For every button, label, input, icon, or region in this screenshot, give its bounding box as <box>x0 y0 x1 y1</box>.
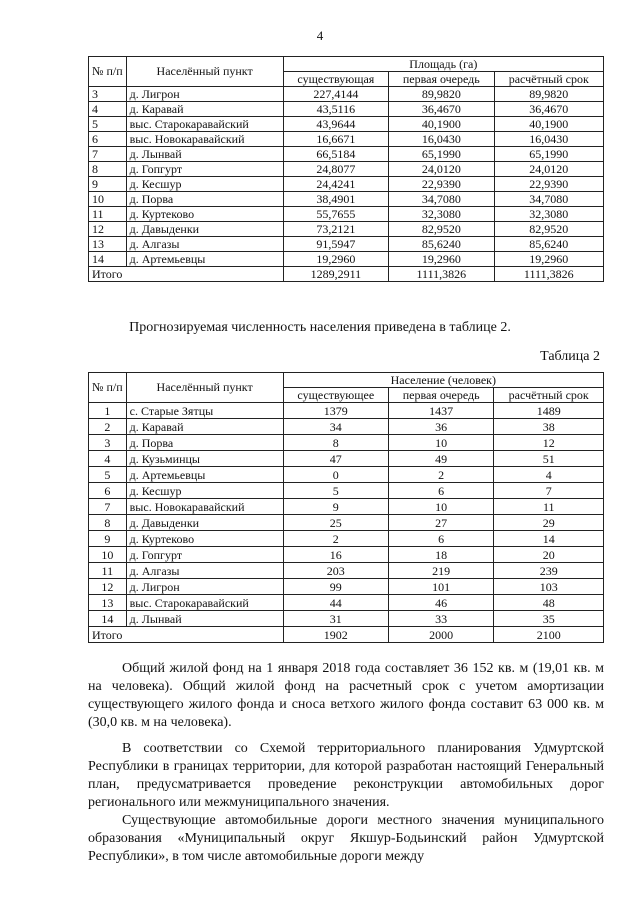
place-name: д. Алгазы <box>126 237 283 252</box>
value-first-stage: 34,7080 <box>389 192 494 207</box>
value-calc-period: 239 <box>494 563 604 579</box>
value-existing: 5 <box>283 483 388 499</box>
row-number: 6 <box>89 132 127 147</box>
place-name: д. Каравай <box>126 102 283 117</box>
value-existing: 24,4241 <box>283 177 388 192</box>
value-first-stage: 33 <box>388 611 494 627</box>
value-calc-period: 24,0120 <box>494 162 603 177</box>
value-first-stage: 10 <box>388 499 494 515</box>
value-calc-period: 11 <box>494 499 604 515</box>
value-first-stage: 10 <box>388 435 494 451</box>
value-first-stage: 219 <box>388 563 494 579</box>
place-name: д. Лынвай <box>126 147 283 162</box>
table-row <box>89 515 604 531</box>
col-header-calc-period: расчётный срок <box>494 388 604 403</box>
place-name: д. Артемьевцы <box>126 252 283 267</box>
row-number: 3 <box>89 435 127 451</box>
value-first-stage: 85,6240 <box>389 237 494 252</box>
paragraph-housing: Общий жилой фонд на 1 января 2018 года составляет 36 152 кв. м (19,01 кв. м на человека). Общий жилой фонд на расчетный срок с учетом амортизации существующего жилого фонда и сноса ветхого жилого фонда составит 63 000 кв. м (30,0 кв. м на человека). <box>88 661 604 730</box>
row-number: 9 <box>89 531 127 547</box>
value-first-stage: 46 <box>388 595 494 611</box>
table2-caption: Таблица 2 <box>540 349 600 364</box>
row-number: 7 <box>89 147 127 162</box>
row-number: 4 <box>89 102 127 117</box>
table-row <box>89 451 604 467</box>
row-number: 5 <box>89 117 127 132</box>
table-row <box>89 177 604 192</box>
table-row <box>89 499 604 515</box>
value-first-stage: 82,9520 <box>389 222 494 237</box>
table-row <box>89 595 604 611</box>
value-existing: 55,7655 <box>283 207 388 222</box>
row-number: 14 <box>89 611 127 627</box>
place-name: д. Порва <box>126 192 283 207</box>
value-first-stage: 40,1900 <box>389 117 494 132</box>
total-label: Итого <box>89 627 284 643</box>
col-header-first-stage: первая очередь <box>389 72 494 87</box>
table-row <box>89 87 604 102</box>
value-calc-period: 48 <box>494 595 604 611</box>
row-number: 13 <box>89 237 127 252</box>
table-row <box>89 252 604 267</box>
table-row <box>89 467 604 483</box>
row-number: 4 <box>89 451 127 467</box>
value-first-stage: 16,0430 <box>389 132 494 147</box>
value-calc-period: 14 <box>494 531 604 547</box>
table-row <box>89 547 604 563</box>
value-existing: 0 <box>283 467 388 483</box>
value-first-stage: 32,3080 <box>389 207 494 222</box>
value-calc-period: 89,9820 <box>494 87 603 102</box>
value-existing: 34 <box>283 419 388 435</box>
value-existing: 203 <box>283 563 388 579</box>
page-number: 4 <box>316 28 324 43</box>
value-first-stage: 65,1990 <box>389 147 494 162</box>
place-name: д. Алгазы <box>126 563 283 579</box>
place-name: д. Куртеково <box>126 531 283 547</box>
paragraph-roads: Существующие автомобильные дороги местного значения муниципального образования «Муниципальный округ Якшур-Бодьинский район Удмуртской Республики», в том числе автомобильные дороги между <box>88 813 604 864</box>
value-first-stage: 6 <box>388 531 494 547</box>
value-first-stage: 101 <box>388 579 494 595</box>
place-name: д. Гопгурт <box>126 162 283 177</box>
total-calc-period: 1111,3826 <box>494 267 603 282</box>
value-existing: 43,5116 <box>283 102 388 117</box>
col-header-calc-period: расчётный срок <box>494 72 603 87</box>
place-name: д. Лигрон <box>126 87 283 102</box>
table-row <box>89 207 604 222</box>
table-row <box>89 531 604 547</box>
value-first-stage: 2 <box>388 467 494 483</box>
value-existing: 91,5947 <box>283 237 388 252</box>
row-number: 12 <box>89 222 127 237</box>
value-existing: 227,4144 <box>283 87 388 102</box>
value-first-stage: 18 <box>388 547 494 563</box>
row-number: 10 <box>89 547 127 563</box>
value-calc-period: 65,1990 <box>494 147 603 162</box>
row-number: 6 <box>89 483 127 499</box>
row-number: 12 <box>89 579 127 595</box>
row-number: 14 <box>89 252 127 267</box>
place-name: д. Кузьминцы <box>126 451 283 467</box>
value-calc-period: 29 <box>494 515 604 531</box>
row-number: 10 <box>89 192 127 207</box>
col-header-first-stage: первая очередь <box>388 388 494 403</box>
place-name: д. Гопгурт <box>126 547 283 563</box>
place-name: д. Давыденки <box>126 222 283 237</box>
paragraph-planning: В соответствии со Схемой территориального планирования Удмуртской Республики в границах территории, для которой разработан настоящий Генеральный план, предусматривается проведение реконструкции автомобильных дорог регионального или межмуниципального значения. <box>88 741 604 810</box>
value-calc-period: 32,3080 <box>494 207 603 222</box>
value-first-stage: 89,9820 <box>389 87 494 102</box>
total-calc-period: 2100 <box>494 627 604 643</box>
value-existing: 66,5184 <box>283 147 388 162</box>
population-table <box>88 372 604 643</box>
value-existing: 99 <box>283 579 388 595</box>
table-row <box>89 132 604 147</box>
place-name: д. Лынвай <box>126 611 283 627</box>
table-row <box>89 147 604 162</box>
value-calc-period: 7 <box>494 483 604 499</box>
value-calc-period: 103 <box>494 579 604 595</box>
row-number: 13 <box>89 595 127 611</box>
value-calc-period: 16,0430 <box>494 132 603 147</box>
total-label: Итого <box>89 267 284 282</box>
place-name: д. Кесшур <box>126 177 283 192</box>
place-name: д. Кесшур <box>126 483 283 499</box>
value-existing: 44 <box>283 595 388 611</box>
table-row <box>89 237 604 252</box>
total-existing: 1902 <box>283 627 388 643</box>
table-row <box>89 435 604 451</box>
row-number: 9 <box>89 177 127 192</box>
row-number: 8 <box>89 515 127 531</box>
row-number: 3 <box>89 87 127 102</box>
total-existing: 1289,2911 <box>283 267 388 282</box>
value-calc-period: 38 <box>494 419 604 435</box>
col-header-number: № п/п <box>89 373 127 403</box>
value-existing: 9 <box>283 499 388 515</box>
value-calc-period: 35 <box>494 611 604 627</box>
value-existing: 8 <box>283 435 388 451</box>
table-row <box>89 419 604 435</box>
value-existing: 2 <box>283 531 388 547</box>
place-name: д. Артемьевцы <box>126 467 283 483</box>
table-row <box>89 563 604 579</box>
value-first-stage: 27 <box>388 515 494 531</box>
col-header-existing: существующее <box>283 388 388 403</box>
value-first-stage: 6 <box>388 483 494 499</box>
value-calc-period: 22,9390 <box>494 177 603 192</box>
col-header-existing: существующая <box>283 72 388 87</box>
value-calc-period: 36,4670 <box>494 102 603 117</box>
table-row <box>89 117 604 132</box>
value-existing: 47 <box>283 451 388 467</box>
value-calc-period: 4 <box>494 467 604 483</box>
value-existing: 24,8077 <box>283 162 388 177</box>
value-calc-period: 34,7080 <box>494 192 603 207</box>
total-first-stage: 1111,3826 <box>389 267 494 282</box>
place-name: д. Каравай <box>126 419 283 435</box>
value-calc-period: 51 <box>494 451 604 467</box>
value-first-stage: 24,0120 <box>389 162 494 177</box>
place-name: д. Лигрон <box>126 579 283 595</box>
row-number: 5 <box>89 467 127 483</box>
value-calc-period: 40,1900 <box>494 117 603 132</box>
table-row <box>89 579 604 595</box>
place-name: д. Куртеково <box>126 207 283 222</box>
col-header-number: № п/п <box>89 57 127 87</box>
place-name: д. Порва <box>126 435 283 451</box>
row-number: 8 <box>89 162 127 177</box>
total-row <box>89 627 604 643</box>
table-row <box>89 222 604 237</box>
row-number: 11 <box>89 563 127 579</box>
value-calc-period: 20 <box>494 547 604 563</box>
table-row <box>89 102 604 117</box>
row-number: 1 <box>89 403 127 419</box>
value-existing: 16 <box>283 547 388 563</box>
table-row <box>89 611 604 627</box>
col-header-place: Населённый пункт <box>126 57 283 87</box>
table-row <box>89 483 604 499</box>
value-first-stage: 36 <box>388 419 494 435</box>
table-row <box>89 403 604 419</box>
place-name: выс. Старокаравайский <box>126 595 283 611</box>
value-first-stage: 19,2960 <box>389 252 494 267</box>
col-header-place: Населённый пункт <box>126 373 283 403</box>
value-existing: 1379 <box>283 403 388 419</box>
table2-intro: Прогнозируемая численность населения приведена в таблице 2. <box>129 320 511 335</box>
value-existing: 16,6671 <box>283 132 388 147</box>
row-number: 2 <box>89 419 127 435</box>
row-number: 7 <box>89 499 127 515</box>
value-existing: 73,2121 <box>283 222 388 237</box>
value-first-stage: 1437 <box>388 403 494 419</box>
value-existing: 19,2960 <box>283 252 388 267</box>
value-calc-period: 19,2960 <box>494 252 603 267</box>
place-name: с. Старые Зятцы <box>126 403 283 419</box>
place-name: выс. Новокаравайский <box>126 499 283 515</box>
area-table <box>88 56 604 282</box>
place-name: выс. Старокаравайский <box>126 117 283 132</box>
value-calc-period: 12 <box>494 435 604 451</box>
value-calc-period: 85,6240 <box>494 237 603 252</box>
total-row <box>89 267 604 282</box>
value-first-stage: 36,4670 <box>389 102 494 117</box>
value-first-stage: 49 <box>388 451 494 467</box>
value-first-stage: 22,9390 <box>389 177 494 192</box>
value-existing: 38,4901 <box>283 192 388 207</box>
col-header-area: Площадь (га) <box>283 57 603 72</box>
total-first-stage: 2000 <box>388 627 494 643</box>
value-calc-period: 1489 <box>494 403 604 419</box>
table-row <box>89 192 604 207</box>
value-existing: 25 <box>283 515 388 531</box>
place-name: выс. Новокаравайский <box>126 132 283 147</box>
place-name: д. Давыденки <box>126 515 283 531</box>
table-row <box>89 162 604 177</box>
value-existing: 31 <box>283 611 388 627</box>
value-existing: 43,9644 <box>283 117 388 132</box>
col-header-population: Население (человек) <box>283 373 603 388</box>
row-number: 11 <box>89 207 127 222</box>
value-calc-period: 82,9520 <box>494 222 603 237</box>
